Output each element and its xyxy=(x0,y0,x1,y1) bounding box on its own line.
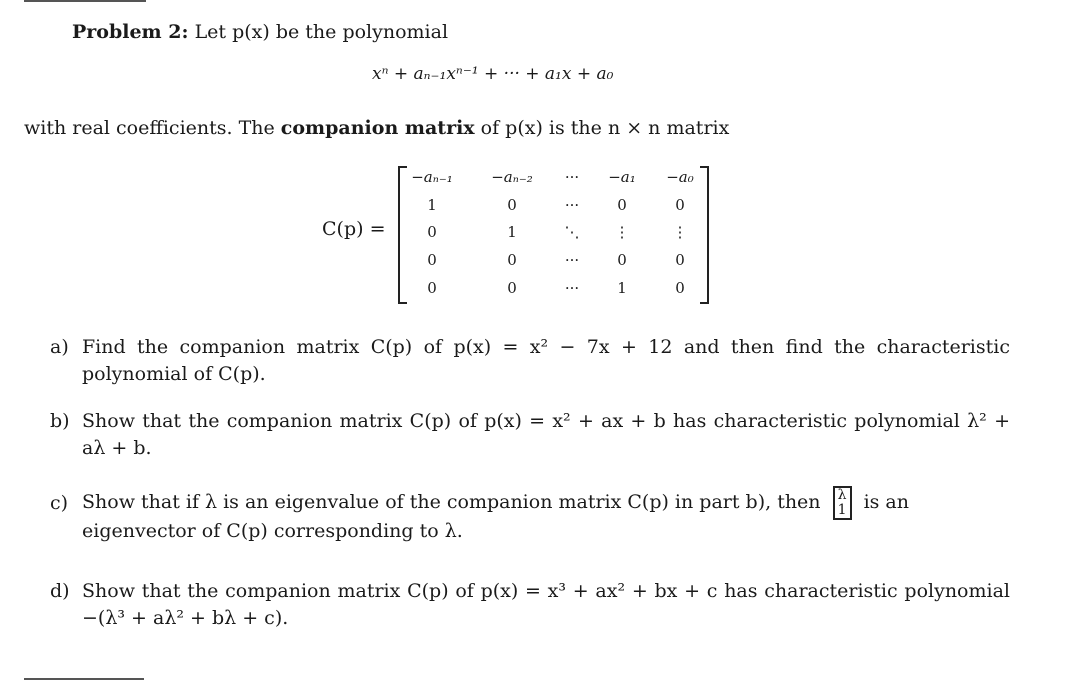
part-a xyxy=(50,334,1010,388)
part-c-label: c) xyxy=(50,492,69,514)
matrix-cell: 0 xyxy=(675,251,685,269)
matrix-cell: −a₀ xyxy=(666,168,694,186)
part-b-label: b) xyxy=(50,410,70,432)
matrix-cell: ··· xyxy=(564,168,580,186)
matrix-cell: 0 xyxy=(617,251,627,269)
part-d-text: Show that the companion matrix C(p) of p(x) = x³ + ax² + bx + c has characteristic polynomial −(λ³ + aλ² + bλ + c). xyxy=(82,580,1010,629)
part-a-label: a) xyxy=(50,336,69,358)
definition-line xyxy=(24,116,729,140)
matrix-cell: ⋮ xyxy=(614,223,630,241)
matrix-cell: 1 xyxy=(427,196,437,214)
matrix-cell: 0 xyxy=(507,251,517,269)
part-a-text: Find the companion matrix C(p) of p(x) = x² − 7x + 12 and then find the characteristic polynomial of C(p). xyxy=(82,336,1010,385)
problem-label: Problem 2: xyxy=(72,21,189,43)
top-rule xyxy=(24,0,146,2)
matrix-cell: ··· xyxy=(564,196,580,214)
matrix-cell: −aₙ₋₂ xyxy=(491,168,533,186)
part-d-label: d) xyxy=(50,580,70,602)
matrix-cell: 0 xyxy=(507,196,517,214)
matrix-cell: 0 xyxy=(427,279,437,297)
matrix-cell: −a₁ xyxy=(608,168,636,186)
part-d xyxy=(50,578,1010,632)
part-b xyxy=(50,408,1010,462)
bottom-rule xyxy=(24,678,144,680)
part-b-text: Show that the companion matrix C(p) of p(x) = x² + ax + b has characteristic polynomial λ² + aλ + b. xyxy=(82,410,1010,459)
part-c-line2: eigenvector of C(p) corresponding to λ. xyxy=(82,520,463,542)
definition-suffix: of p(x) is the n × n matrix xyxy=(480,117,730,139)
part-c-text-before: Show that if λ is an eigenvalue of the companion matrix C(p) in part b), then xyxy=(82,491,821,513)
matrix-label: C(p) = xyxy=(322,218,386,240)
matrix-cell: ··· xyxy=(564,279,580,297)
polynomial-formula: xⁿ + aₙ₋₁xⁿ⁻¹ + ··· + a₁x + a₀ xyxy=(372,64,614,84)
matrix-cell: ··· xyxy=(564,251,580,269)
matrix-cell: 0 xyxy=(427,251,437,269)
matrix-cell: 0 xyxy=(507,279,517,297)
definition-prefix: with real coefficients. The xyxy=(24,117,275,139)
problem-heading xyxy=(72,20,448,44)
problem-intro: Let p(x) be the polynomial xyxy=(194,21,449,43)
matrix-cell: 1 xyxy=(507,223,517,241)
definition-term: companion matrix xyxy=(280,117,475,139)
matrix-cell: 0 xyxy=(675,196,685,214)
matrix-cell: 1 xyxy=(617,279,627,297)
matrix-cell: ⋱ xyxy=(564,223,580,241)
vector-entry-2: 1 xyxy=(837,502,847,518)
matrix-cell: 0 xyxy=(675,279,685,297)
vector-entry-1: λ xyxy=(837,487,847,503)
part-c-text-after: is an xyxy=(863,491,909,513)
part-c xyxy=(50,480,1010,545)
matrix-cell: 0 xyxy=(427,223,437,241)
matrix-cell: ⋮ xyxy=(672,223,688,241)
matrix-cell: 0 xyxy=(617,196,627,214)
matrix-cell: −aₙ₋₁ xyxy=(411,168,453,186)
eigenvector-column xyxy=(833,486,852,520)
